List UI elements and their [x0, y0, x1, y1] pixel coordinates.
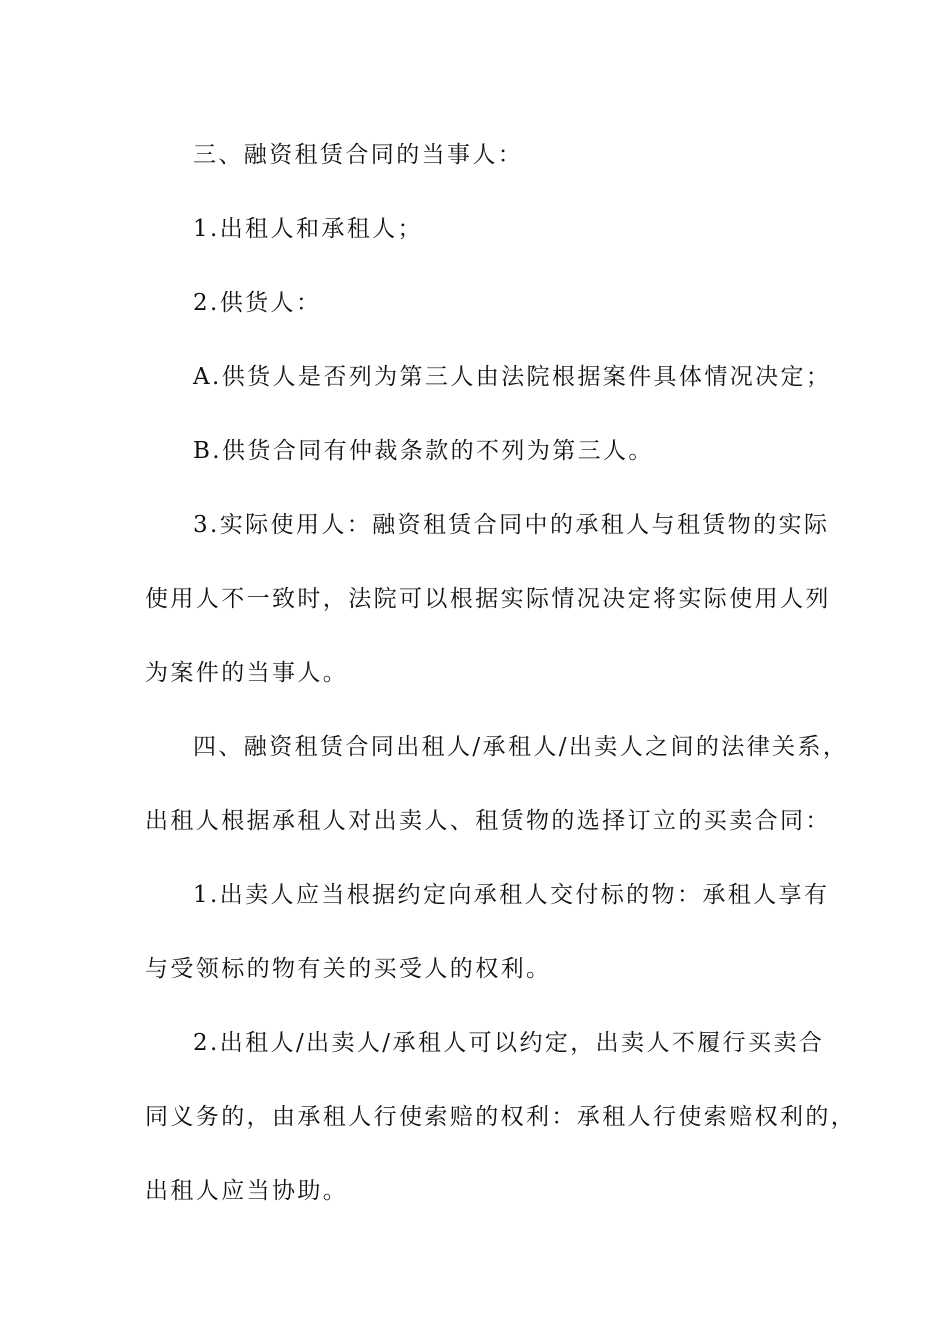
sub-item-b: [145, 414, 810, 488]
text-line: 出租人应当协助。: [145, 1178, 349, 1204]
text-line: A.供货人是否列为第三人由法院根据案件具体情况决定；: [193, 364, 832, 390]
text-line: 2.出租人/出卖人/承租人可以约定，出卖人不履行买卖合: [193, 1030, 825, 1056]
text-line: 1.出租人和承租人；: [193, 216, 423, 242]
text-line: 3.实际使用人：融资租赁合同中的承租人与租赁物的实际: [193, 512, 830, 538]
text-line: 使用人不一致时，法院可以根据实际情况决定将实际使用人列: [145, 586, 831, 612]
text-line: 四、融资租赁合同出租人/承租人/出卖人之间的法律关系，: [193, 734, 849, 760]
list-item-claims: [145, 1006, 857, 1228]
list-item-delivery: [145, 858, 830, 1006]
text-line: 1.出卖人应当根据约定向承租人交付标的物：承租人享有: [193, 882, 830, 908]
section-heading-relationship: [145, 710, 849, 858]
list-item-actual-user: [145, 488, 831, 710]
text-line: B.供货合同有仲裁条款的不列为第三人。: [193, 438, 654, 464]
section-heading-parties: [145, 118, 810, 192]
text-line: 与受领标的物有关的买受人的权利。: [145, 956, 552, 982]
text-line: 2.供货人：: [193, 290, 322, 316]
list-item-supplier: [145, 266, 810, 340]
sub-item-a: [145, 340, 832, 414]
text-line: 为案件的当事人。: [145, 660, 349, 686]
text-line: 同义务的，由承租人行使索赔的权利：承租人行使索赔权利的，: [145, 1104, 857, 1130]
text-line: 出租人根据承租人对出卖人、租赁物的选择订立的买卖合同：: [145, 808, 831, 834]
text-line: 三、融资租赁合同的当事人：: [193, 142, 524, 168]
list-item-lessor-lessee: [145, 192, 810, 266]
